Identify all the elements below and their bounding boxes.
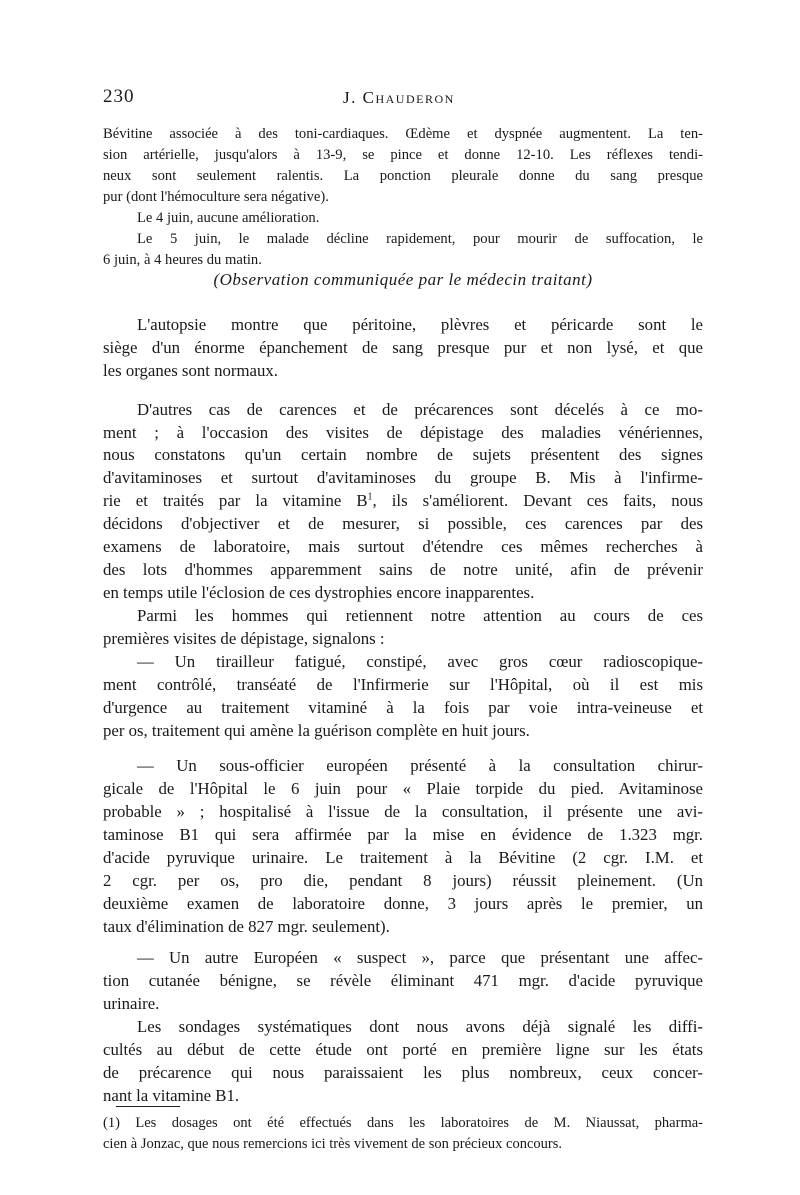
paragraph-line: — Un sous-officier européen présenté à la consultation chirur- <box>137 756 703 775</box>
page-number: 230 <box>103 86 135 107</box>
paragraph-line: ment ; à l'occasion des visites de dépistage des maladies vénériennes, <box>103 423 703 442</box>
paragraph-line: deuxième examen de laboratoire donne, 3 jours après le premier, un <box>103 894 703 913</box>
paragraph-line: des lots d'hommes apparemment sains de notre unité, afin de prévenir <box>103 560 703 579</box>
paragraph-line-end: , ils s'améliorent. Devant ces faits, nous <box>372 491 703 510</box>
case-line: Le 5 juin, le malade décline rapidement, pour mourir de suffocation, le <box>137 231 703 247</box>
autopsy-line: siège d'un énorme épanchement de sang presque pur et non lysé, et que <box>103 338 703 357</box>
running-head: J. Chauderon <box>343 88 455 107</box>
paragraph-line: ment contrôlé, transéaté de l'Infirmerie sur l'Hôpital, où il est mis <box>103 675 703 694</box>
observation-note: (Observation communiquée par le médecin traitant) <box>213 270 593 289</box>
paragraph-line: premières visites de dépistage, signalons : <box>103 629 385 648</box>
paragraph-line: en temps utile l'éclosion de ces dystrophies encore inapparentes. <box>103 583 535 602</box>
paragraph-line: nant la vitamine B1. <box>103 1086 240 1105</box>
paragraph-line: Parmi les hommes qui retiennent notre attention au cours de ces <box>137 606 703 625</box>
autopsy-line: L'autopsie montre que péritoine, plèvres et péricarde sont le <box>137 315 703 334</box>
paragraph-line: nous constatons qu'un certain nombre de sujets présentent des signes <box>103 445 703 464</box>
paragraph-line: gicale de l'Hôpital le 6 juin pour « Plaie torpide du pied. Avitaminose <box>103 779 703 798</box>
paragraph-line: — Un tirailleur fatigué, constipé, avec gros cœur radioscopique- <box>137 652 703 671</box>
paragraph-line: d'acide pyruvique urinaire. Le traitement à la Bévitine (2 cgr. I.M. et <box>103 848 703 867</box>
paragraph-line: de précarence qui nous paraissaient les plus nombreux, ceux concer- <box>103 1063 703 1082</box>
paragraph-line: — Un autre Européen « suspect », parce que présentant une affec- <box>137 948 703 967</box>
case-line: sion artérielle, jusqu'alors à 13-9, se pince et donne 12-10. Les réflexes tendi- <box>103 147 703 163</box>
case-line: neux sont seulement ralentis. La ponction pleurale donne du sang presque <box>103 168 703 184</box>
autopsy-line: les organes sont normaux. <box>103 361 278 380</box>
paragraph-line: per os, traitement qui amène la guérison complète en huit jours. <box>103 721 530 740</box>
paragraph-line: D'autres cas de carences et de précarences sont décelés à ce mo- <box>137 400 703 419</box>
page-header <box>103 86 703 114</box>
case-line: 6 juin, à 4 heures du matin. <box>103 252 262 268</box>
paragraph-line: examens de laboratoire, mais surtout d'étendre ces mêmes recherches à <box>103 537 703 556</box>
paragraph-line-start: rie et traités par la vitamine B <box>103 491 368 510</box>
case-line: Bévitine associée à des toni-cardiaques. Œdème et dyspnée augmentent. La ten- <box>103 126 703 142</box>
paragraph-line: probable » ; hospitalisé à l'issue de la consultation, il présente une avi- <box>103 802 703 821</box>
superscript: 1 <box>367 491 373 503</box>
paragraph-line: 2 cgr. per os, pro die, pendant 8 jours) réussit pleinement. (Un <box>103 871 703 890</box>
paragraph-line <box>103 489 703 513</box>
paragraph-line: Les sondages systématiques dont nous avons déjà signalé les diffi- <box>137 1017 703 1036</box>
paragraph-line: taminose B1 qui sera affirmée par la mise en évidence de 1.323 mgr. <box>103 825 703 844</box>
paragraph-line: décidons d'objectiver et de mesurer, si possible, ces carences par des <box>103 514 703 533</box>
paragraph-line: d'urgence au traitement vitaminé à la fois par voie intra-veineuse et <box>103 698 703 717</box>
paragraph-line: tion cutanée bénigne, se révèle éliminant 471 mgr. d'acide pyruvique <box>103 971 703 990</box>
paragraph-line: cultés au début de cette étude ont porté en première ligne sur les états <box>103 1040 703 1059</box>
footnote-line: cien à Jonzac, que nous remercions ici très vivement de son précieux concours. <box>103 1136 563 1152</box>
footnote-line: (1) Les dosages ont été effectués dans les laboratoires de M. Niaussat, pharma- <box>103 1115 703 1131</box>
paragraph-line: urinaire. <box>103 994 160 1013</box>
paragraph-line: taux d'élimination de 827 mgr. seulement). <box>103 917 390 936</box>
paragraph-line: d'avitaminoses et surtout d'avitaminoses du groupe B. Mis à l'infirme- <box>103 468 703 487</box>
footnote-rule <box>116 1106 180 1107</box>
case-line: pur (dont l'hémoculture sera négative). <box>103 189 329 205</box>
case-line: Le 4 juin, aucune amélioration. <box>137 210 320 226</box>
